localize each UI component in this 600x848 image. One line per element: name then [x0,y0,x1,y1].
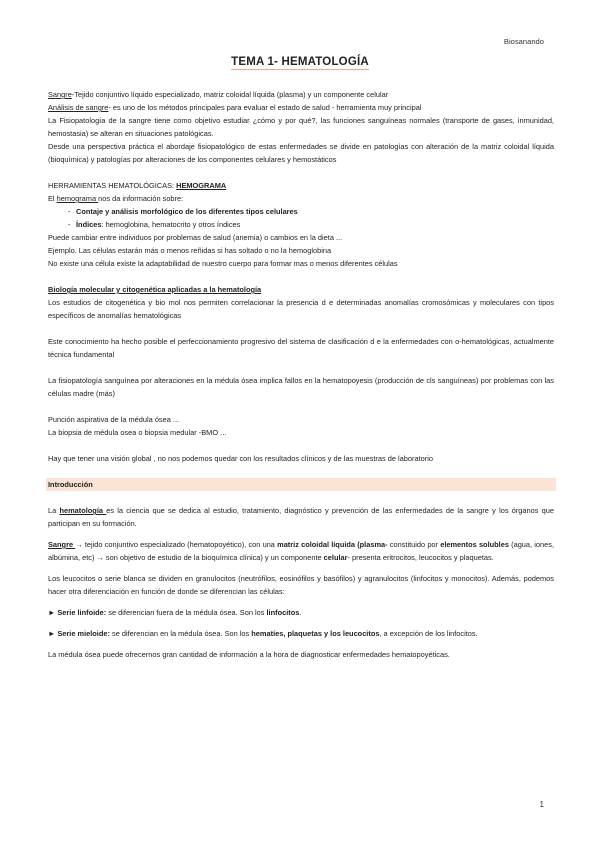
linfocitos-term: linfocitos [266,608,300,617]
hematologia-b: es la ciencia que se dedica al estudio, tratamiento, diagnóstico y prevención de las enfermedades de la sangre y los órganos que participan en su formación. [48,506,554,528]
page-title-text: TEMA 1- HEMATOLOGÍA [231,56,369,68]
medula-paragraph: La médula ósea puede ofrecernos gran cantidad de información a la hora de diagnosticar enfermedades hematopoyéticas. [48,650,450,659]
biologia-paragraph: Los estudios de citogenética y bio mol nos permiten correlacionar la presencia d e determinadas anomalías cromosómicas y moleculares con tipos específicos de anomalías hematológicas [48,298,554,320]
analisis-term: Análisis de sangre [48,103,109,112]
analisis-definition [48,101,554,114]
hemograma-intro-b: nos da información sobre: [98,194,184,203]
list-dash: - [68,220,71,229]
serie-linfoide-b: . [299,608,302,617]
herramientas-line: Puede cambiar entre individuos por problemas de salud (anemia) o cambios en la dieta ... [48,233,343,242]
page-number: 1 [539,800,544,809]
indices-term: Índices [76,220,102,229]
serie-linfoide [48,606,554,619]
herramientas-heading [48,179,554,192]
fisiopatologia-paragraph: La Fisiopatología de la sangre tiene como objetivo estudiar ¿cómo y por qué?, las funciones sanguíneas normales (transporte de gases, inmunidad, hemostasia) se alteran en situaciones patológicas. [48,116,554,138]
list-item [48,218,554,231]
hemograma-intro [48,192,554,205]
biologia-paragraph: Punción aspirativa de la médula ósea ... [48,415,180,424]
serie-mieloide-b: , a excepción de los linfocitos. [379,629,478,638]
list-item-text: Contaje y análisis morfológico de los diferentes tipos celulares [76,207,298,216]
matriz-term: matriz coloidal líquida (plasma- [277,540,388,549]
biologia-paragraph: Hay que tener una visión global , no nos podemos quedar con los resultados clínicos y de las muestras de laboratorio [48,454,433,463]
hematologia-a: La [48,506,60,515]
hematologia-paragraph [48,504,554,530]
hemograma-term: HEMOGRAMA [176,181,227,190]
elementos-term: elementos solubles [440,540,509,549]
mieloide-cells-term: hematíes, plaquetas y los leucocitos [251,629,380,638]
list-dash: - [68,207,71,216]
sangre-definition [48,88,554,101]
hematologia-term: hematología [59,506,107,515]
serie-mieloide-label: ► Serie mieloide: [48,629,110,638]
sangre-intro-b: constituido por [387,540,441,549]
indices-text: : hemoglobina, hematocrito y otros índices [101,220,241,229]
list-item [48,205,554,218]
leucocitos-paragraph: Los leucocitos o serie blanca se dividen en granulocitos (neutrófilos, eosinófilos y basófilos) y agranulocitos (linfocitos y monocitos). Además, podemos hacer otra diferenciación en función de donde se diferencian las células: [48,574,554,596]
sangre-def-text: -Tejido conjuntivo líquido especializado, matriz coloidal líquida (plasma) y un componente celular [71,90,389,99]
biologia-paragraph: Este conocimiento ha hecho posible el perfeccionamiento progresivo del sistema de clasificación d e la enfermedades con o-hematológicas, actualmente técnica fundamental [48,337,554,359]
perspectiva-paragraph: Desde una perspectiva práctica el abordaje fisiopatológico de estas enfermedades se divide en patologías con alteración de la matriz coloidal líquida (bioquímica) y patologías por alteraciones de los componentes celulares y hemostáticos [48,142,554,164]
herramientas-line: Ejemplo. Las células estarán más o menos reñidas si has soltado o no la hemoglobina [48,246,332,255]
serie-mieloide [48,627,554,640]
analisis-def-text: - es uno de los métodos principales para evaluar el estado de salud - herramienta muy principal [108,103,422,112]
celular-term: celular [323,553,348,562]
herramientas-heading-prefix: HERRAMIENTAS HEMATOLÓGICAS: [48,181,177,190]
brand-header: Biosanando [503,37,544,46]
biologia-heading: Biología molecular y citogenética aplicadas a la hematología [48,285,262,294]
biologia-paragraph: La fisiopatología sanguínea por alteraciones en la médula ósea implica fallos en la hematopoyesis (producción de cls sanguíneas) por problemas con las células madre (más) [48,376,554,398]
document-body [48,88,554,661]
serie-linfoide-a: se diferencian fuera de la médula ósea. Son los [106,608,267,617]
serie-mieloide-a: se diferencian en la médula ósea. Son los [109,629,252,638]
sangre-intro-term: Sangre [48,540,76,549]
hemograma-intro-term: hemograma [56,194,99,203]
introduccion-heading: Introducción [46,478,556,491]
biologia-paragraph: La biopsia de médula osea o biopsia medular -BMO ... [48,428,227,437]
sangre-paragraph [48,538,554,564]
sangre-term: Sangre [48,90,72,99]
sangre-intro-c: (agua, iones, albúmina, etc) → son objetivo de estudio de la bioquímica clínica) y un componente [48,540,554,562]
sangre-intro-a: → tejido conjuntivo especializado (hematopoyético), con una [75,540,278,549]
serie-linfoide-label: ► Serie linfoide: [48,608,107,617]
hemograma-intro-a: El [48,194,57,203]
page-title [0,56,600,68]
herramientas-line: No existe una célula existe la adaptabilidad de nuestro cuerpo para formar mas o menos diferentes células [48,259,398,268]
sangre-intro-d: - presenta eritrocitos, leucocitos y plaquetas. [347,553,494,562]
